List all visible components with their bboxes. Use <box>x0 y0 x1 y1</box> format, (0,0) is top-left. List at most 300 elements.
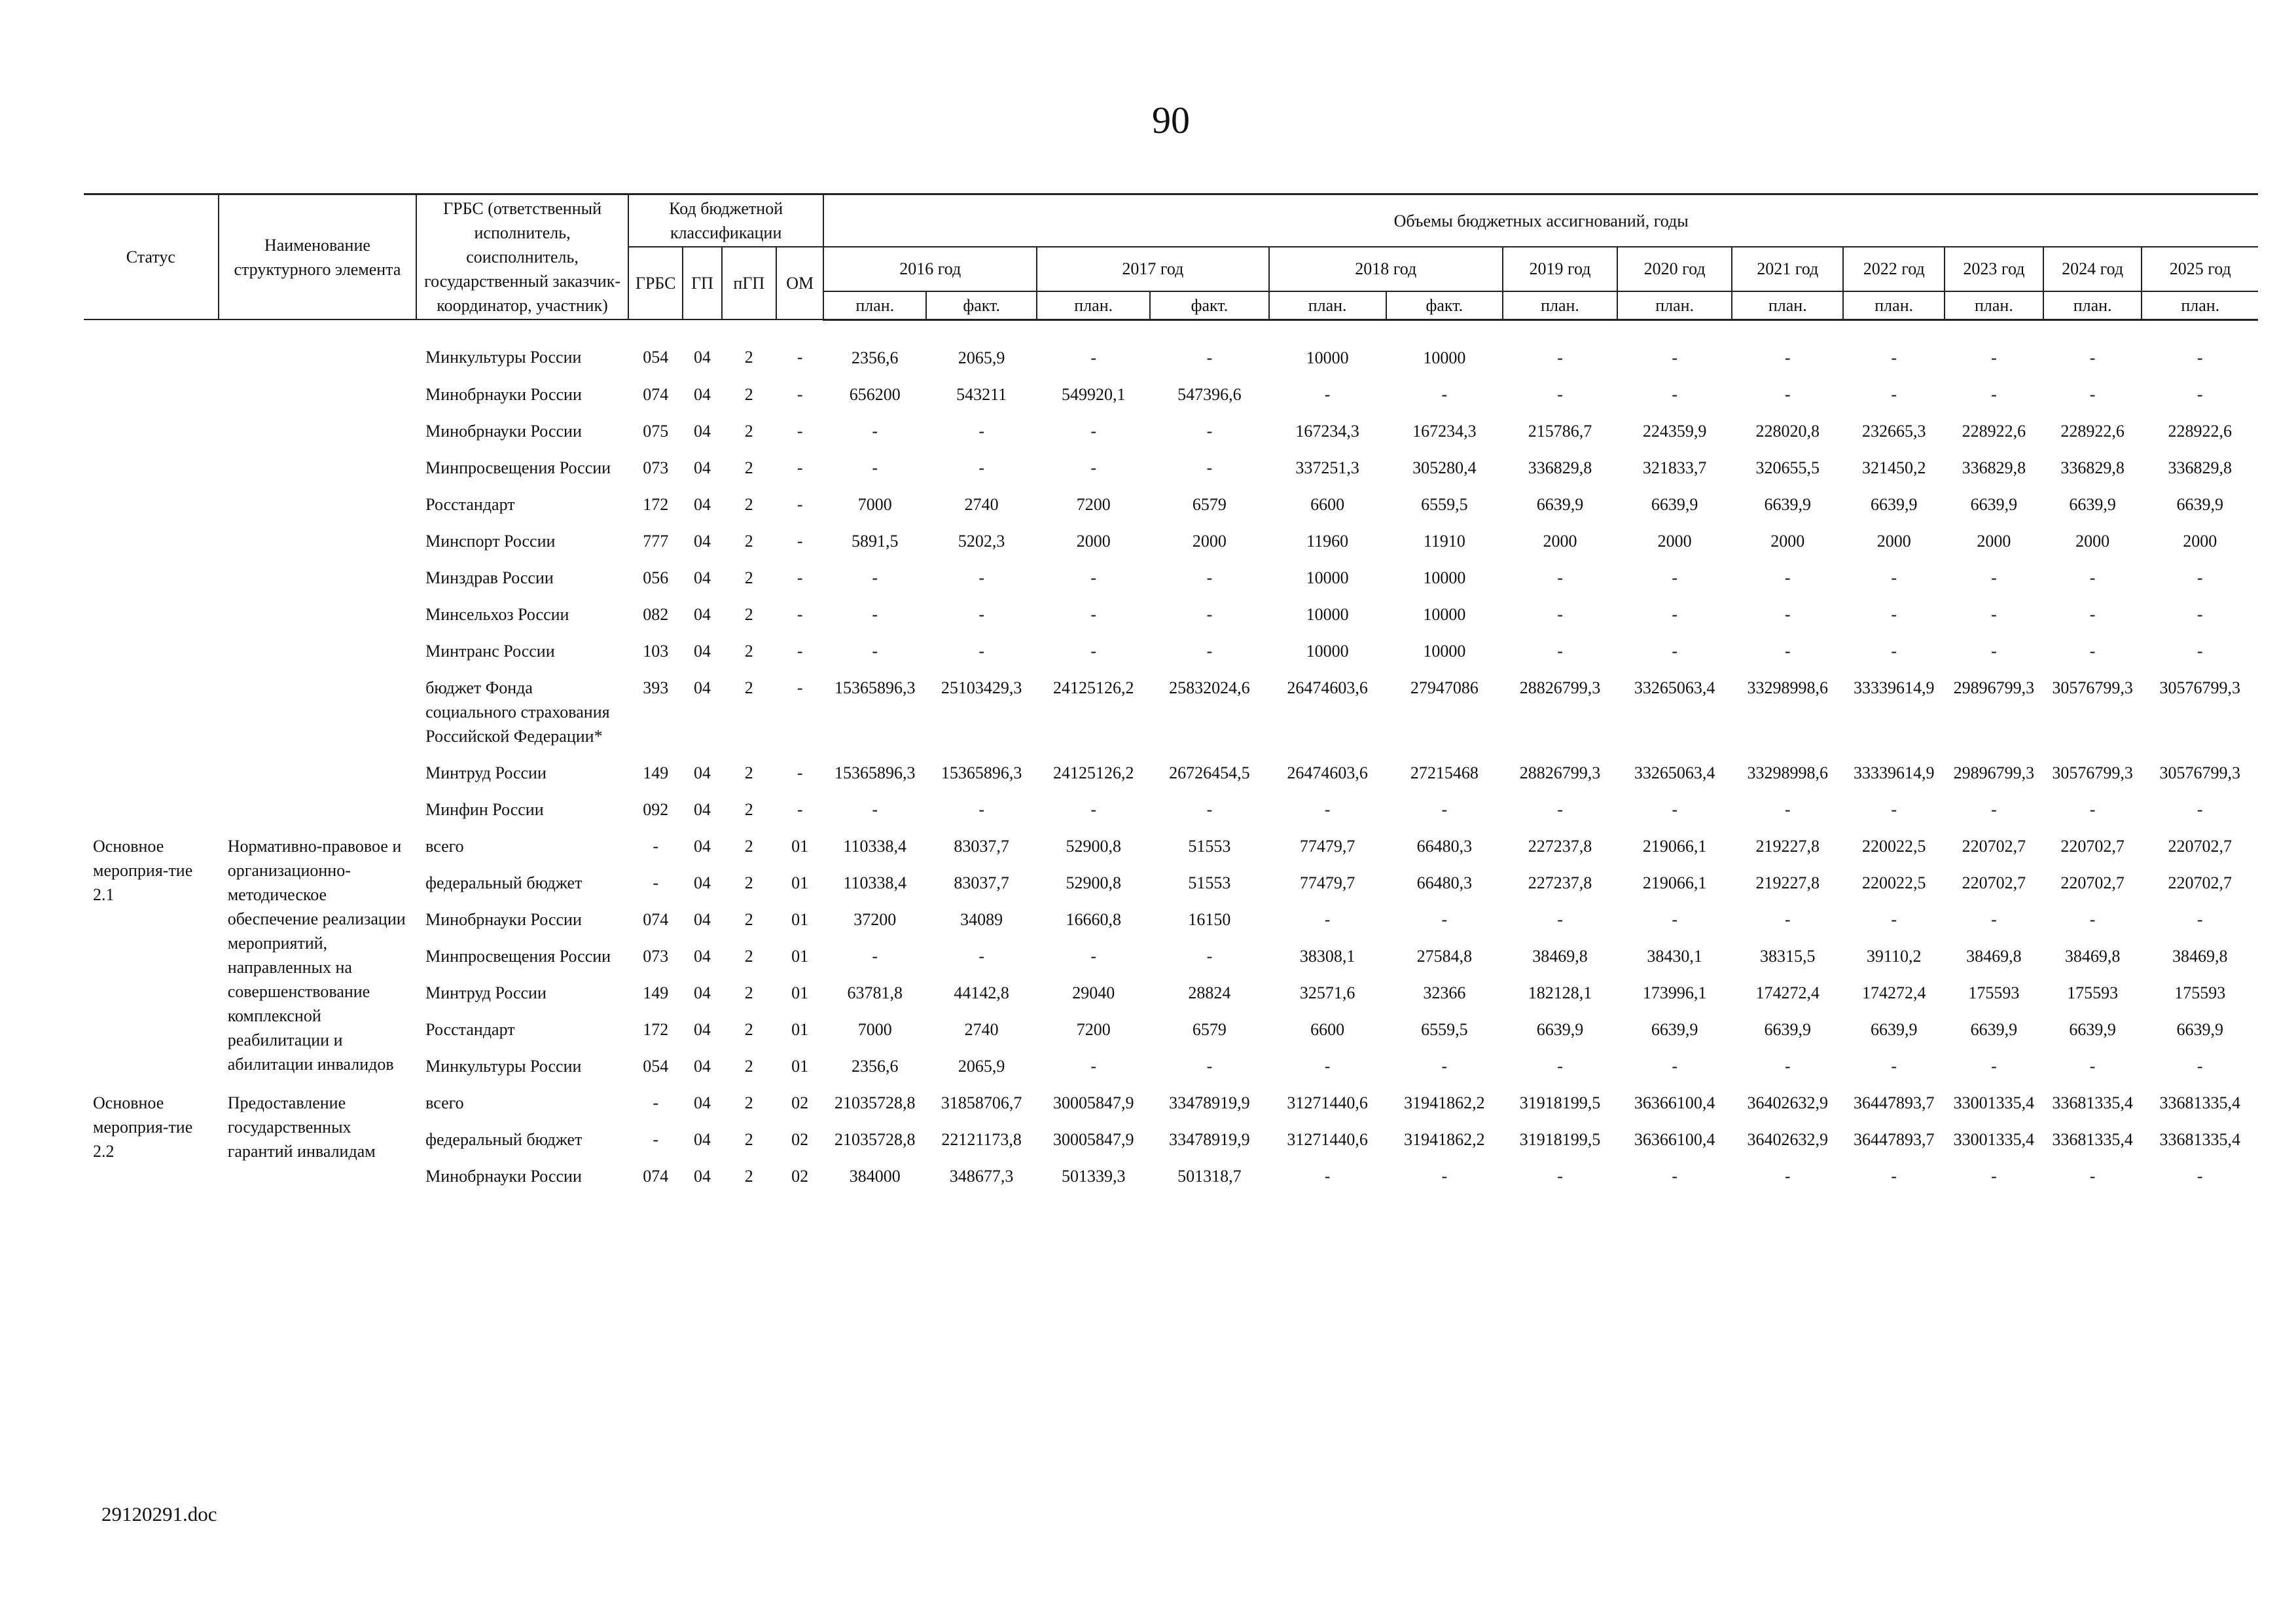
responsible-executor: Минобрнауки России <box>425 421 582 441</box>
allocation-value: - <box>1991 384 1997 404</box>
allocation-value: - <box>872 604 878 624</box>
allocation-value: 77479,7 <box>1299 873 1355 892</box>
allocation-value: - <box>1672 384 1677 404</box>
allocation-value: 36402632,9 <box>1747 1093 1829 1112</box>
allocation-value: 175593 <box>1968 983 2020 1002</box>
code-pgp: 2 <box>744 799 753 819</box>
allocation-value: - <box>1090 1056 1097 1076</box>
allocation-value: 2000 <box>2183 531 2217 551</box>
allocation-value: 6639,9 <box>2176 1019 2223 1039</box>
header-code-pgp: пГП <box>722 247 777 319</box>
code-gp: 04 <box>694 836 711 856</box>
allocation-value: - <box>2089 384 2096 404</box>
allocation-value: - <box>2197 1166 2203 1186</box>
allocation-value: - <box>1557 799 1563 819</box>
code-grbs: 092 <box>643 799 669 819</box>
header-year-2019: 2019 год <box>1503 247 1617 291</box>
allocation-value: 220022,5 <box>1861 873 1926 892</box>
code-grbs: 149 <box>643 763 669 782</box>
allocation-value: 29896799,3 <box>1953 763 2035 782</box>
allocation-value: 10000 <box>1306 348 1349 367</box>
code-gp: 04 <box>694 799 711 819</box>
allocation-value: 501318,7 <box>1177 1166 1242 1186</box>
allocation-value: - <box>2197 568 2203 587</box>
allocation-value: - <box>1441 1056 1448 1076</box>
allocation-value: 66480,3 <box>1416 873 1473 892</box>
allocation-value: - <box>1090 421 1097 441</box>
header-plan: план. <box>1843 291 1945 320</box>
code-gp: 04 <box>694 568 711 587</box>
code-grbs: 054 <box>643 1056 669 1076</box>
code-om: 02 <box>791 1129 809 1149</box>
allocation-value: - <box>1784 1166 1791 1186</box>
code-om: 01 <box>791 836 809 856</box>
allocation-value: - <box>1991 604 1997 624</box>
allocation-value: 10000 <box>1306 604 1349 624</box>
code-om: - <box>797 458 803 477</box>
code-om: 02 <box>791 1166 809 1186</box>
allocation-value: - <box>2089 1166 2096 1186</box>
allocation-value: 10000 <box>1423 568 1466 587</box>
allocation-value: 10000 <box>1306 568 1349 587</box>
allocation-value: 16660,8 <box>1066 909 1121 929</box>
allocation-value: 7200 <box>1076 494 1111 514</box>
allocation-value: 16150 <box>1188 909 1231 929</box>
allocation-value: 219227,8 <box>1755 873 1820 892</box>
allocation-value: - <box>1557 384 1563 404</box>
allocation-value: 220022,5 <box>1861 836 1926 856</box>
responsible-executor: Росстандарт <box>425 1019 515 1039</box>
allocation-value: - <box>2089 909 2096 929</box>
allocation-value: 10000 <box>1423 641 1466 661</box>
responsible-executor: Минпросвещения России <box>425 946 611 966</box>
allocation-value: 31918199,5 <box>1519 1129 1601 1149</box>
allocation-value: - <box>1784 909 1791 929</box>
responsible-executor: Минспорт России <box>425 531 556 551</box>
header-year-2016: 2016 год <box>823 247 1037 291</box>
allocation-value: 501339,3 <box>1061 1166 1126 1186</box>
header-fact: факт. <box>1150 291 1268 320</box>
allocation-value: - <box>1206 568 1213 587</box>
allocation-value: 38469,8 <box>1966 946 2022 966</box>
code-pgp: 2 <box>744 763 753 782</box>
allocation-value: - <box>1891 641 1897 661</box>
code-gp: 04 <box>694 873 711 892</box>
allocation-value: 336829,8 <box>1962 458 2026 477</box>
code-pgp: 2 <box>744 909 753 929</box>
header-plan: план. <box>1945 291 2043 320</box>
responsible-executor: Минкультуры России <box>425 1056 582 1076</box>
code-gp: 04 <box>694 531 711 551</box>
allocation-value: 27215468 <box>1410 763 1479 782</box>
code-om: 01 <box>791 983 809 1002</box>
allocation-value: 26726454,5 <box>1169 763 1250 782</box>
allocation-value: 33265063,4 <box>1634 763 1715 782</box>
allocation-value: 30576799,3 <box>2159 763 2240 782</box>
allocation-value: - <box>1557 348 1563 367</box>
code-om: 01 <box>791 1019 809 1039</box>
header-code-gp: ГП <box>683 247 721 319</box>
allocation-value: - <box>1441 909 1448 929</box>
allocation-value: 31858706,7 <box>941 1093 1022 1112</box>
allocation-value: 110338,4 <box>843 873 906 892</box>
header-status: Статус <box>84 194 219 320</box>
allocation-value: 174272,4 <box>1755 983 1820 1002</box>
allocation-value: 15365896,3 <box>834 678 916 697</box>
allocation-value: 51553 <box>1188 873 1231 892</box>
allocation-value: 320655,5 <box>1755 458 1820 477</box>
allocation-value: 34089 <box>960 909 1003 929</box>
allocation-value: - <box>872 568 878 587</box>
allocation-value: 29896799,3 <box>1953 678 2035 697</box>
allocation-value: 31941862,2 <box>1404 1129 1485 1149</box>
code-gp: 04 <box>694 1019 711 1039</box>
allocation-value: 336829,8 <box>2168 458 2232 477</box>
allocation-value: 52900,8 <box>1066 836 1121 856</box>
code-gp: 04 <box>694 494 711 514</box>
allocation-value: - <box>872 421 878 441</box>
allocation-value: 110338,4 <box>843 836 906 856</box>
code-grbs: - <box>653 873 659 892</box>
header-plan: план. <box>1269 291 1386 320</box>
allocation-value: 11960 <box>1306 531 1349 551</box>
allocation-value: - <box>2197 1056 2203 1076</box>
allocation-value: - <box>1324 1166 1331 1186</box>
code-grbs: 073 <box>643 458 669 477</box>
allocation-value: 52900,8 <box>1066 873 1121 892</box>
allocation-value: - <box>1324 909 1331 929</box>
allocation-value: 6639,9 <box>1970 494 2018 514</box>
allocation-value: - <box>872 799 878 819</box>
allocation-value: - <box>1891 909 1897 929</box>
code-grbs: 074 <box>643 909 669 929</box>
allocation-value: 2000 <box>1543 531 1577 551</box>
code-gp: 04 <box>694 1166 711 1186</box>
allocation-value: 174272,4 <box>1861 983 1926 1002</box>
allocation-value: 6639,9 <box>1764 1019 1812 1039</box>
allocation-value: - <box>1557 604 1563 624</box>
header-grbs-full: ГРБС (ответственный исполнитель, соисполнитель, государственный заказчик-координатор, участник) <box>416 194 628 320</box>
allocation-value: 220702,7 <box>2060 873 2125 892</box>
allocation-value: - <box>1991 568 1997 587</box>
allocation-value: - <box>1672 799 1677 819</box>
allocation-value: 66480,3 <box>1416 836 1473 856</box>
status-cell: Основное мероприя-тие 2.1 <box>93 836 193 904</box>
header-fact: факт. <box>926 291 1037 320</box>
code-grbs: 172 <box>643 1019 669 1039</box>
allocation-value: - <box>1891 1166 1897 1186</box>
allocation-value: 25103429,3 <box>941 678 1022 697</box>
allocation-value: - <box>1090 604 1097 624</box>
allocation-value: 24125126,2 <box>1052 763 1134 782</box>
responsible-executor: Минкультуры России <box>425 348 582 367</box>
code-om: - <box>797 763 803 782</box>
code-pgp: 2 <box>744 1056 753 1076</box>
allocation-value: - <box>872 458 878 477</box>
allocation-value: 36402632,9 <box>1747 1129 1829 1149</box>
code-gp: 04 <box>694 421 711 441</box>
allocation-value: - <box>1672 1166 1677 1186</box>
allocation-value: 28826799,3 <box>1519 678 1601 697</box>
allocation-value: 6639,9 <box>1536 1019 1584 1039</box>
allocation-value: 7000 <box>857 1019 892 1039</box>
allocation-value: 6639,9 <box>2069 1019 2116 1039</box>
allocation-value: 31271440,6 <box>1287 1129 1368 1149</box>
allocation-value: - <box>2089 641 2096 661</box>
allocation-value: 10000 <box>1423 604 1466 624</box>
allocation-value: - <box>1324 1056 1331 1076</box>
header-plan: план. <box>2043 291 2142 320</box>
responsible-executor: Минобрнауки России <box>425 1166 582 1186</box>
allocation-value: - <box>1206 604 1213 624</box>
allocation-value: 22121173,8 <box>941 1129 1022 1149</box>
allocation-value: - <box>1991 1056 1997 1076</box>
allocation-value: 11910 <box>1423 531 1465 551</box>
allocation-value: 38308,1 <box>1299 946 1355 966</box>
code-gp: 04 <box>694 1129 711 1149</box>
allocation-value: 219066,1 <box>1642 836 1707 856</box>
allocation-value: 167234,3 <box>1412 421 1477 441</box>
header-code-grbs: ГРБС <box>628 247 683 319</box>
allocation-value: - <box>1324 384 1331 404</box>
allocation-value: 167234,3 <box>1295 421 1359 441</box>
allocation-value: 51553 <box>1188 836 1231 856</box>
responsible-executor: всего <box>425 1093 464 1112</box>
code-grbs: 074 <box>643 1166 669 1186</box>
allocation-value: - <box>1672 348 1677 367</box>
header-plan: план. <box>823 291 926 320</box>
allocation-value: 2000 <box>1192 531 1227 551</box>
code-om: 01 <box>791 873 809 892</box>
allocation-value: - <box>1441 1166 1448 1186</box>
responsible-executor: Минобрнауки России <box>425 909 582 929</box>
allocation-value: 227237,8 <box>1528 873 1592 892</box>
allocation-value: - <box>978 421 984 441</box>
allocation-value: 2000 <box>1657 531 1692 551</box>
allocation-value: 36447893,7 <box>1853 1093 1935 1112</box>
code-grbs: 393 <box>643 678 669 697</box>
allocation-value: 6639,9 <box>1651 494 1698 514</box>
code-pgp: 2 <box>744 1129 753 1149</box>
allocation-value: 33478919,9 <box>1169 1129 1250 1149</box>
allocation-value: - <box>1441 384 1448 404</box>
code-pgp: 2 <box>744 678 753 697</box>
allocation-value: - <box>2089 348 2096 367</box>
allocation-value: 227237,8 <box>1528 836 1592 856</box>
allocation-value: 173996,1 <box>1642 983 1707 1002</box>
allocation-value: 228922,6 <box>2168 421 2232 441</box>
allocation-value: - <box>2197 799 2203 819</box>
code-gp: 04 <box>694 909 711 929</box>
allocation-value: 2000 <box>2075 531 2110 551</box>
code-om: 01 <box>791 946 809 966</box>
header-year-2025: 2025 год <box>2142 247 2258 291</box>
allocation-value: - <box>1784 641 1791 661</box>
code-gp: 04 <box>694 946 711 966</box>
allocation-value: - <box>1784 384 1791 404</box>
allocation-value: 228922,6 <box>2060 421 2125 441</box>
allocation-value: - <box>1557 1056 1563 1076</box>
header-name: Наименование структурного элемента <box>219 194 416 320</box>
allocation-value: - <box>978 946 984 966</box>
code-grbs: 074 <box>643 384 669 404</box>
allocation-value: 384000 <box>849 1166 901 1186</box>
code-gp: 04 <box>694 604 711 624</box>
code-om: - <box>797 799 803 819</box>
allocation-value: 21035728,8 <box>834 1129 916 1149</box>
code-grbs: - <box>653 1129 659 1149</box>
code-grbs: 103 <box>643 641 669 661</box>
allocation-value: 33681335,4 <box>2159 1093 2240 1112</box>
allocation-value: 30576799,3 <box>2052 763 2133 782</box>
code-om: - <box>797 348 803 367</box>
code-pgp: 2 <box>744 1019 753 1039</box>
allocation-value: 175593 <box>2174 983 2226 1002</box>
code-gp: 04 <box>694 384 711 404</box>
allocation-value: 6579 <box>1192 494 1227 514</box>
allocation-value: 2356,6 <box>851 348 899 367</box>
allocation-value: 6639,9 <box>1536 494 1584 514</box>
code-pgp: 2 <box>744 604 753 624</box>
allocation-value: 26474603,6 <box>1287 763 1368 782</box>
allocation-value: - <box>1991 348 1997 367</box>
allocation-value: - <box>978 568 984 587</box>
allocation-value: 33298998,6 <box>1747 763 1829 782</box>
code-om: - <box>797 384 803 404</box>
allocation-value: 6639,9 <box>1651 1019 1698 1039</box>
allocation-value: - <box>1206 421 1213 441</box>
name-cell-empty <box>219 319 416 827</box>
allocation-value: 31941862,2 <box>1404 1093 1485 1112</box>
allocation-value: - <box>1891 1056 1897 1076</box>
allocation-value: 228020,8 <box>1755 421 1820 441</box>
code-gp: 04 <box>694 763 711 782</box>
allocation-value: 37200 <box>853 909 897 929</box>
header-year-2020: 2020 год <box>1617 247 1732 291</box>
allocation-value: 6600 <box>1310 1019 1345 1039</box>
allocation-value: - <box>1991 909 1997 929</box>
allocation-value: 220702,7 <box>2060 836 2125 856</box>
header-year-2018: 2018 год <box>1269 247 1503 291</box>
allocation-value: 2000 <box>1977 531 2011 551</box>
code-pgp: 2 <box>744 1166 753 1186</box>
allocation-value: - <box>1090 568 1097 587</box>
allocation-value: 6639,9 <box>1870 494 1918 514</box>
allocation-value: - <box>1672 641 1677 661</box>
allocation-value: - <box>2089 799 2096 819</box>
allocation-value: - <box>1557 1166 1563 1186</box>
allocation-value: 2000 <box>1876 531 1911 551</box>
allocation-value: 33681335,4 <box>2052 1093 2133 1112</box>
allocation-value: 27947086 <box>1410 678 1479 697</box>
allocation-value: - <box>1206 1056 1213 1076</box>
allocation-value: - <box>1206 799 1213 819</box>
allocation-value: 38430,1 <box>1647 946 1702 966</box>
allocation-value: 30005847,9 <box>1052 1093 1134 1112</box>
code-om: 01 <box>791 1056 809 1076</box>
allocation-value: 77479,7 <box>1299 836 1355 856</box>
allocation-value: 38315,5 <box>1760 946 1816 966</box>
code-grbs: 149 <box>643 983 669 1002</box>
allocation-value: 337251,3 <box>1295 458 1359 477</box>
allocation-value: 24125126,2 <box>1052 678 1134 697</box>
allocation-value: 2065,9 <box>958 348 1005 367</box>
header-plan: план. <box>1503 291 1617 320</box>
allocation-value: 33478919,9 <box>1169 1093 1250 1112</box>
code-gp: 04 <box>694 983 711 1002</box>
allocation-value: 28824 <box>1188 983 1231 1002</box>
allocation-value: - <box>2197 384 2203 404</box>
allocation-value: - <box>978 458 984 477</box>
allocation-value: 224359,9 <box>1642 421 1707 441</box>
allocation-value: - <box>1784 604 1791 624</box>
allocation-value: - <box>1324 799 1331 819</box>
code-pgp: 2 <box>744 836 753 856</box>
allocation-value: 2000 <box>1076 531 1111 551</box>
allocation-value: 543211 <box>956 384 1007 404</box>
allocation-value: - <box>1557 568 1563 587</box>
allocation-value: - <box>1441 799 1448 819</box>
allocation-value: 321833,7 <box>1642 458 1707 477</box>
responsible-executor: Минфин России <box>425 799 544 819</box>
allocation-value: 5202,3 <box>958 531 1005 551</box>
allocation-value: 175593 <box>2067 983 2119 1002</box>
responsible-executor: Минтруд России <box>425 983 547 1002</box>
code-gp: 04 <box>694 678 711 697</box>
allocation-value: 36447893,7 <box>1853 1129 1935 1149</box>
header-year-2022: 2022 год <box>1843 247 1945 291</box>
allocation-value: - <box>978 604 984 624</box>
allocation-value: - <box>1206 458 1213 477</box>
allocation-value: - <box>1891 384 1897 404</box>
allocation-value: 21035728,8 <box>834 1093 916 1112</box>
allocation-value: - <box>1090 946 1097 966</box>
allocation-value: 219227,8 <box>1755 836 1820 856</box>
allocation-value: 547396,6 <box>1177 384 1242 404</box>
allocation-value: 39110,2 <box>1866 946 1922 966</box>
header-code-om: ОМ <box>776 247 823 319</box>
allocation-value: 30005847,9 <box>1052 1129 1134 1149</box>
code-pgp: 2 <box>744 873 753 892</box>
code-gp: 04 <box>694 458 711 477</box>
allocation-value: 83037,7 <box>954 873 1009 892</box>
allocation-value: 2740 <box>964 494 999 514</box>
allocation-value: 27584,8 <box>1416 946 1473 966</box>
responsible-executor: Минтруд России <box>425 763 547 782</box>
allocation-value: 10000 <box>1423 348 1466 367</box>
code-pgp: 2 <box>744 983 753 1002</box>
allocation-value: - <box>1557 909 1563 929</box>
structural-element-name: Предоставление государственных гарантий инвалидам <box>227 1093 376 1161</box>
responsible-executor: Минобрнауки России <box>425 384 582 404</box>
allocation-value: 44142,8 <box>954 983 1009 1002</box>
responsible-executor: федеральный бюджет <box>425 873 583 892</box>
allocation-value: 220702,7 <box>1962 873 2026 892</box>
code-om: - <box>797 494 803 514</box>
code-pgp: 2 <box>744 384 753 404</box>
header-plan: план. <box>2142 291 2258 320</box>
allocation-value: - <box>2089 1056 2096 1076</box>
header-code-group: Код бюджетной классификации <box>628 194 823 247</box>
allocation-value: 6559,5 <box>1421 494 1468 514</box>
code-grbs: 054 <box>643 348 669 367</box>
allocation-value: 6639,9 <box>1764 494 1812 514</box>
status-cell-empty <box>84 319 219 827</box>
responsible-executor: Росстандарт <box>425 494 515 514</box>
allocation-value: 2000 <box>1770 531 1805 551</box>
allocation-value: 305280,4 <box>1412 458 1477 477</box>
allocation-value: 182128,1 <box>1528 983 1592 1002</box>
